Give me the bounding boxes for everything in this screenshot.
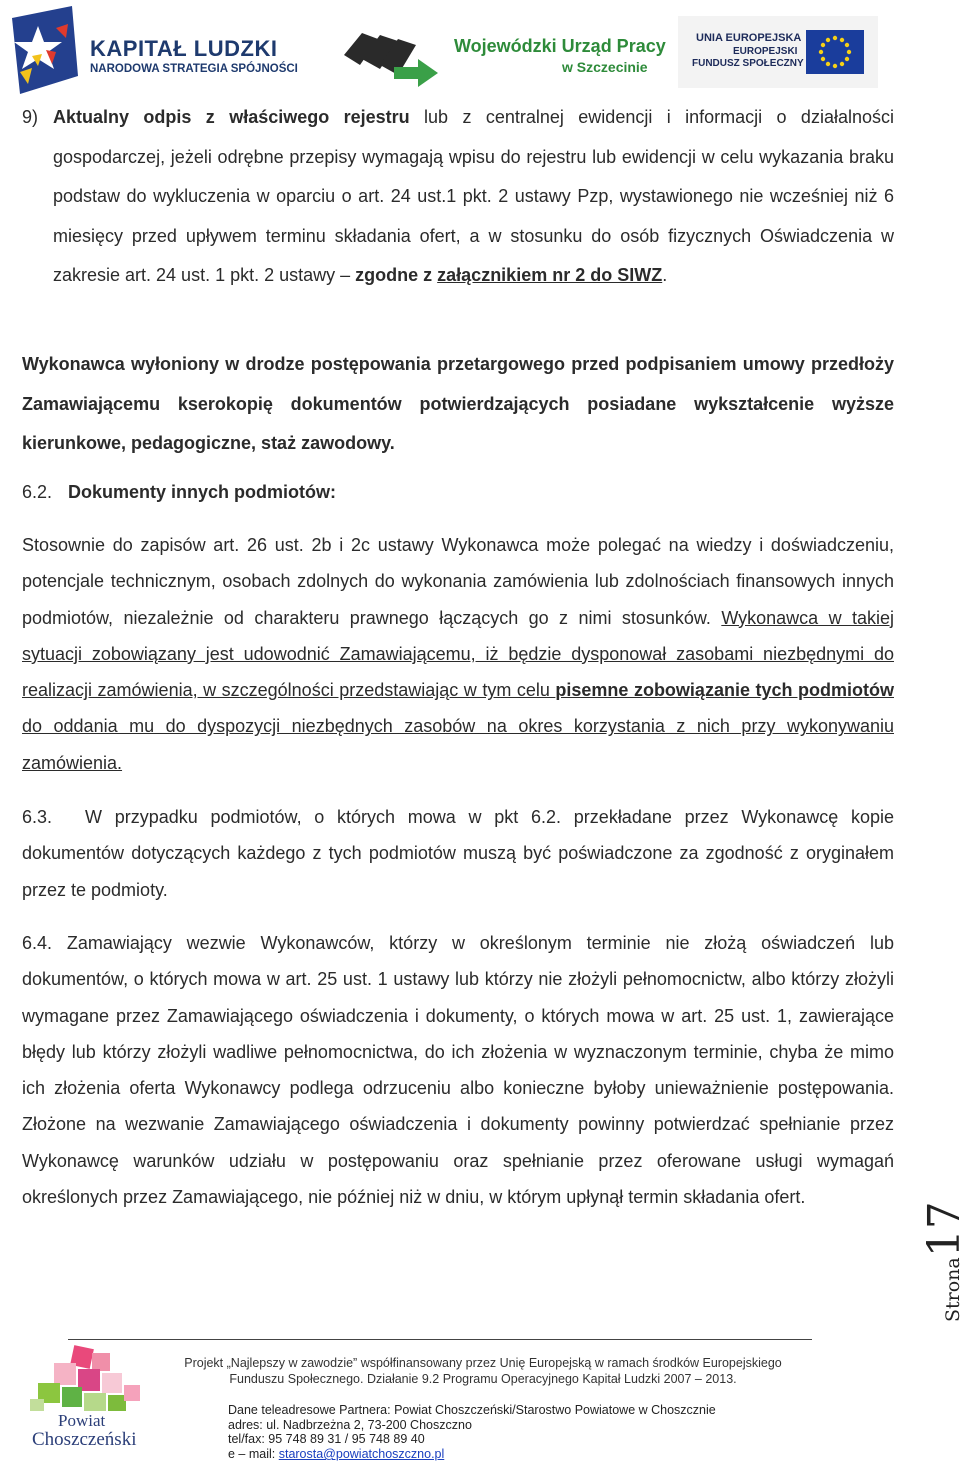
eu-fund-logo bbox=[678, 16, 878, 88]
eu-line3: FUNDUSZ SPOŁECZNY bbox=[692, 58, 804, 69]
section-6-3-number: 6.3. bbox=[22, 807, 53, 827]
section-6-2-paragraph bbox=[22, 527, 894, 781]
powiat-logo-mosaic-icon bbox=[28, 1343, 146, 1413]
section-6-4-text: Zamawiający wezwie Wykonawców, którzy w określonym terminie nie złożą oświadczeń lub dokumentów, o których mowa w art. 25 ust. 1 ustawy lub którzy nie złożyli pełnomocnictw, albo którzy złożyli wymagane przez Zamawiającego oświadczenia i dokumenty, o których mowa w art. 25 ust. 1, zawierające błędy lub którzy złożyli wadliwe pełnomocnictwa, do ich złożenia w wyznaczonym terminie, chyba że mimo ich złożenia oferta Wykonawcy podlega odrzuceniu albo konieczne byłoby unieważnienie postępowania. Złożone na wezwanie Zamawiającego oświadczenia i dokumenty powinny potwierdzać spełnianie przez Wykonawcę warunków udziału w postępowaniu oraz spełnianie przez oferowane usługi wymagań określonych przez Zamawiającego, nie później niż w dniu, w którym upłynął termin składania ofert. bbox=[22, 933, 894, 1208]
footer-divider bbox=[68, 1339, 812, 1340]
eu-line2: EUROPEJSKI bbox=[733, 46, 798, 57]
footer-project-line2: Funduszu Społecznego. Działanie 9.2 Programu Operacyjnego Kapitał Ludzki 2007 – 2013. bbox=[229, 1372, 737, 1386]
eu-name: UNIA EUROPEJSKA bbox=[696, 32, 802, 44]
footer-project-line1: Projekt „Najlepszy w zawodzie” współfinansowany przez Unię Europejską w ramach środków Europejskiego bbox=[184, 1356, 782, 1370]
section-6-2-underlined-2: do oddania mu do dyspozycji niezbędnych zasobów na okres korzystania z nich przy wykonywaniu zamówienia. bbox=[22, 716, 894, 773]
section-6-2-underlined-1: Wykonawca w takiej sytuacji zobowiązany jest udowodnić Zamawiającemu, iż będzie dysponował zasobami niezbędnymi do realizacji zamówienia, w szczególności przedstawiając w tym celu bbox=[22, 607, 894, 701]
footer-address: adres: ul. Nadbrzeżna 2, 73-200 Choszczno bbox=[228, 1418, 472, 1432]
powiat-choszczenski-logo bbox=[28, 1343, 146, 1455]
powiat-name: Choszczeński bbox=[32, 1429, 137, 1450]
footer-email-line bbox=[228, 1447, 444, 1462]
header-logos bbox=[0, 0, 960, 95]
section-6-2-underlined-bold: pisemne zobowiązanie tych podmiotów bbox=[555, 680, 894, 701]
section-6-3-paragraph bbox=[22, 799, 894, 908]
item9-text: lub z centralnej ewidencji i informacji o działalności gospodarczej, jeżeli odrębne przepisy wymagają wpisu do rejestru lub ewidencji w celu wykazania braku podstaw do wykluczenia w oparciu o art. 24 ust.1 pkt. 2 ustawy Pzp, wystawionego nie wcześniej niż 6 miesięcy przed upływem terminu składania ofert, a w stosunku do osób fizycznych Oświadczenia w zakresie art. 24 ust. 1 pkt. 2 ustawy – bbox=[53, 107, 894, 285]
eu-flag-icon bbox=[806, 30, 864, 74]
footer-partner: Dane teleadresowe Partnera: Powiat Choszczeński/Starostwo Powiatowe w Choszcznie bbox=[228, 1403, 716, 1417]
footer-email-link[interactable]: starosta@powiatchoszczno.pl bbox=[278, 1447, 445, 1461]
item9-bold-end: zgodne z bbox=[355, 265, 438, 285]
footer-phone: tel/fax: 95 748 89 31 / 95 748 89 40 bbox=[228, 1432, 425, 1446]
page-number-label: Strona bbox=[942, 1257, 964, 1322]
section-6-2-heading bbox=[22, 480, 336, 504]
section-6-2-title: Dokumenty innych podmiotów: bbox=[68, 482, 336, 502]
wykonawca-paragraph: Wykonawca wyłoniony w drodze postępowania przetargowego przed podpisaniem umowy przedłoży Zamawiającemu kserokopię dokumentów potwierdzających posiadane wykształcenie wyższe kierunkowe, pedagogiczne, staż zawodowy. bbox=[22, 354, 894, 453]
wup-city: w Szczecinie bbox=[562, 59, 648, 75]
page-number bbox=[919, 1201, 970, 1322]
section-6-4-number: 6.4. bbox=[22, 933, 53, 953]
wup-name: Wojewódzki Urząd Pracy bbox=[454, 36, 666, 56]
powiat-label: Powiat bbox=[58, 1411, 106, 1430]
wup-cards-icon bbox=[340, 25, 440, 87]
section-6-2-text: Stosownie do zapisów art. 26 ust. 2b i 2c ustawy Wykonawca może polegać na wiedzy i doświadczeniu, potencjale technicznym, osobach zdolnych do wykonania zamówienia lub zdolnościach finansowych innych podmiotów, niezależnie od charakteru prawnego łączących go z nimi stosunków. bbox=[22, 535, 894, 628]
item9-attachment-ref: załącznikiem nr 2 do SIWZ bbox=[437, 265, 663, 285]
kapital-ludzki-subtitle: NARODOWA STRATEGIA SPÓJNOŚCI bbox=[90, 63, 298, 75]
kapital-ludzki-logo bbox=[12, 6, 298, 94]
item9-bold-start: Aktualny odpis z właściwego rejestru bbox=[53, 107, 410, 127]
section-6-3-text: W przypadku podmiotów, o których mowa w pkt 6.2. przekładane przez Wykonawcę kopie dokumentów dotyczących każdego z tych podmiotów muszą być poświadczone za zgodność z oryginałem przez te podmioty. bbox=[22, 807, 894, 900]
section-6-2-number: 6.2. bbox=[22, 482, 53, 502]
list-item-number: 9) bbox=[22, 107, 39, 127]
kapital-ludzki-title: KAPITAŁ LUDZKI bbox=[90, 36, 278, 61]
kapital-ludzki-star-icon bbox=[12, 6, 84, 94]
wup-logo bbox=[340, 20, 666, 90]
footer-email-label: e – mail: bbox=[228, 1447, 279, 1461]
page-number-value: 17 bbox=[919, 1201, 970, 1258]
list-item-9 bbox=[22, 98, 894, 296]
item9-end: . bbox=[662, 265, 668, 285]
section-6-4-paragraph bbox=[22, 925, 894, 1215]
